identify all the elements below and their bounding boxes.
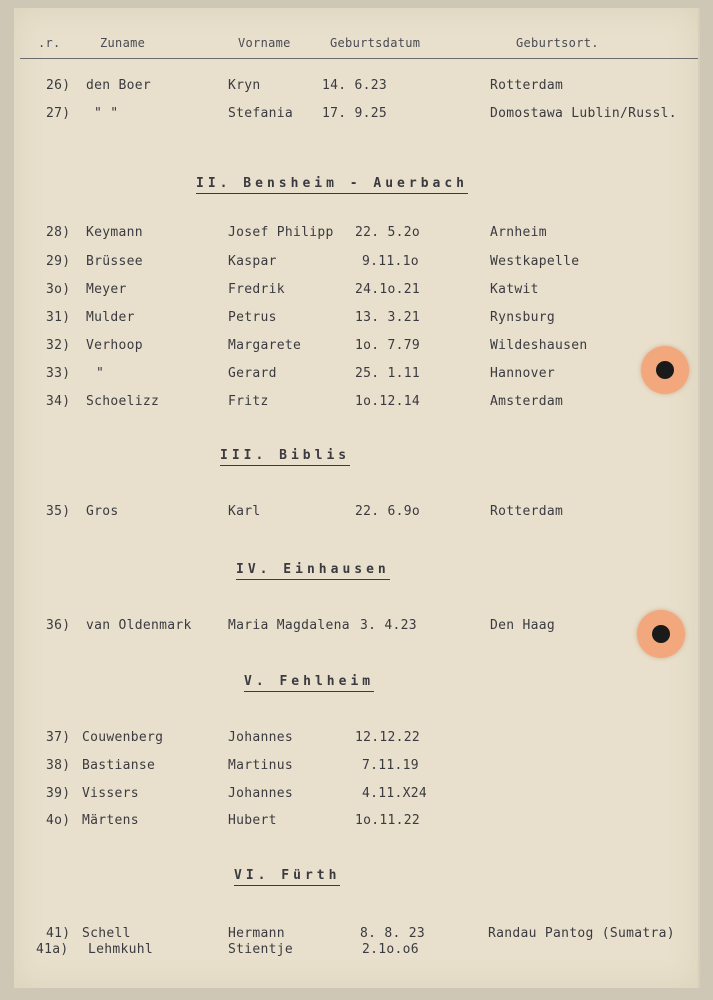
row-ort: Rotterdam [490, 504, 564, 519]
row-datum: 14. 6.23 [322, 78, 388, 93]
row-vorname: Stientje [228, 942, 294, 957]
row-vorname: Kryn [228, 78, 261, 93]
row-vorname: Margarete [228, 338, 302, 353]
row-vorname: Gerard [228, 366, 277, 381]
row-nr: 27) [46, 106, 71, 121]
row-vorname: Karl [228, 504, 261, 519]
row-datum: 22. 5.2o [355, 225, 421, 240]
row-datum: 22. 6.9o [355, 504, 421, 519]
row-vorname: Hermann [228, 926, 285, 941]
row-zuname: van Oldenmark [86, 618, 192, 633]
row-ort: Rotterdam [490, 78, 564, 93]
row-vorname: Fritz [228, 394, 269, 409]
row-nr: 3o) [46, 282, 71, 297]
row-nr: 34) [46, 394, 71, 409]
row-nr: 41) [46, 926, 71, 941]
row-datum: 24.1o.21 [355, 282, 421, 297]
row-datum: 7.11.19 [362, 758, 419, 773]
header-rule [20, 58, 698, 59]
row-zuname: den Boer [86, 78, 152, 93]
row-ort: Katwit [490, 282, 539, 297]
header-geburtsort: Geburtsort. [516, 36, 599, 50]
row-datum: 4.11.X24 [362, 786, 428, 801]
row-vorname: Maria Magdalena [228, 618, 350, 633]
row-nr: 28) [46, 225, 71, 240]
row-datum: 9.11.1o [362, 254, 419, 269]
document-page [14, 8, 700, 988]
row-zuname: Meyer [86, 282, 127, 297]
row-zuname: Couwenberg [82, 730, 164, 745]
row-ort: Hannover [490, 366, 556, 381]
row-nr: 4o) [46, 813, 71, 828]
row-nr: 33) [46, 366, 71, 381]
row-nr: 29) [46, 254, 71, 269]
row-datum: 2.1o.o6 [362, 942, 419, 957]
row-zuname: Gros [86, 504, 119, 519]
row-nr: 39) [46, 786, 71, 801]
row-vorname: Fredrik [228, 282, 285, 297]
row-nr: 35) [46, 504, 71, 519]
row-vorname: Johannes [228, 730, 294, 745]
section-title: III. Biblis [220, 448, 350, 466]
header-geburtsdatum: Geburtsdatum [330, 36, 421, 50]
punch-hole [637, 610, 685, 658]
row-zuname: Lehmkuhl [88, 942, 154, 957]
header-vorname: Vorname [238, 36, 291, 50]
row-nr: 31) [46, 310, 71, 325]
row-vorname: Hubert [228, 813, 277, 828]
row-nr: 26) [46, 78, 71, 93]
row-datum: 3. 4.23 [360, 618, 417, 633]
row-nr: 37) [46, 730, 71, 745]
row-zuname: Bastianse [82, 758, 156, 773]
section-title: IV. Einhausen [236, 562, 390, 580]
row-datum: 1o.11.22 [355, 813, 421, 828]
row-zuname: Keymann [86, 225, 143, 240]
row-ort: Den Haag [490, 618, 556, 633]
row-nr: 41a) [36, 942, 69, 957]
row-zuname: Schoelizz [86, 394, 160, 409]
section-title: VI. Fürth [234, 868, 340, 886]
row-zuname: Mulder [86, 310, 135, 325]
row-zuname: Brüssee [86, 254, 143, 269]
row-ort: Domostawa Lublin/Russl. [490, 106, 677, 121]
row-zuname: " [96, 366, 105, 381]
row-datum: 1o.12.14 [355, 394, 421, 409]
row-zuname: Verhoop [86, 338, 143, 353]
row-vorname: Kaspar [228, 254, 277, 269]
row-datum: 1o. 7.79 [355, 338, 421, 353]
row-vorname: Josef Philipp [228, 225, 334, 240]
row-nr: 36) [46, 618, 71, 633]
row-ort: Randau Pantog (Sumatra) [488, 926, 675, 941]
row-nr: 32) [46, 338, 71, 353]
section-title: V. Fehlheim [244, 674, 374, 692]
row-datum: 17. 9.25 [322, 106, 388, 121]
row-nr: 38) [46, 758, 71, 773]
row-ort: Arnheim [490, 225, 547, 240]
row-zuname: Vissers [82, 786, 139, 801]
row-datum: 12.12.22 [355, 730, 421, 745]
row-vorname: Stefania [228, 106, 294, 121]
header-zuname: Zuname [100, 36, 146, 50]
row-datum: 8. 8. 23 [360, 926, 426, 941]
row-vorname: Petrus [228, 310, 277, 325]
row-zuname: " " [94, 106, 119, 121]
section-title: II. Bensheim - Auerbach [196, 176, 468, 194]
row-ort: Rynsburg [490, 310, 556, 325]
row-zuname: Schell [82, 926, 131, 941]
row-ort: Amsterdam [490, 394, 564, 409]
row-datum: 13. 3.21 [355, 310, 421, 325]
row-datum: 25. 1.11 [355, 366, 421, 381]
row-vorname: Martinus [228, 758, 294, 773]
row-zuname: Märtens [82, 813, 139, 828]
punch-hole [641, 346, 689, 394]
row-ort: Wildeshausen [490, 338, 588, 353]
row-vorname: Johannes [228, 786, 294, 801]
header-nr: .r. [38, 36, 61, 50]
row-ort: Westkapelle [490, 254, 580, 269]
